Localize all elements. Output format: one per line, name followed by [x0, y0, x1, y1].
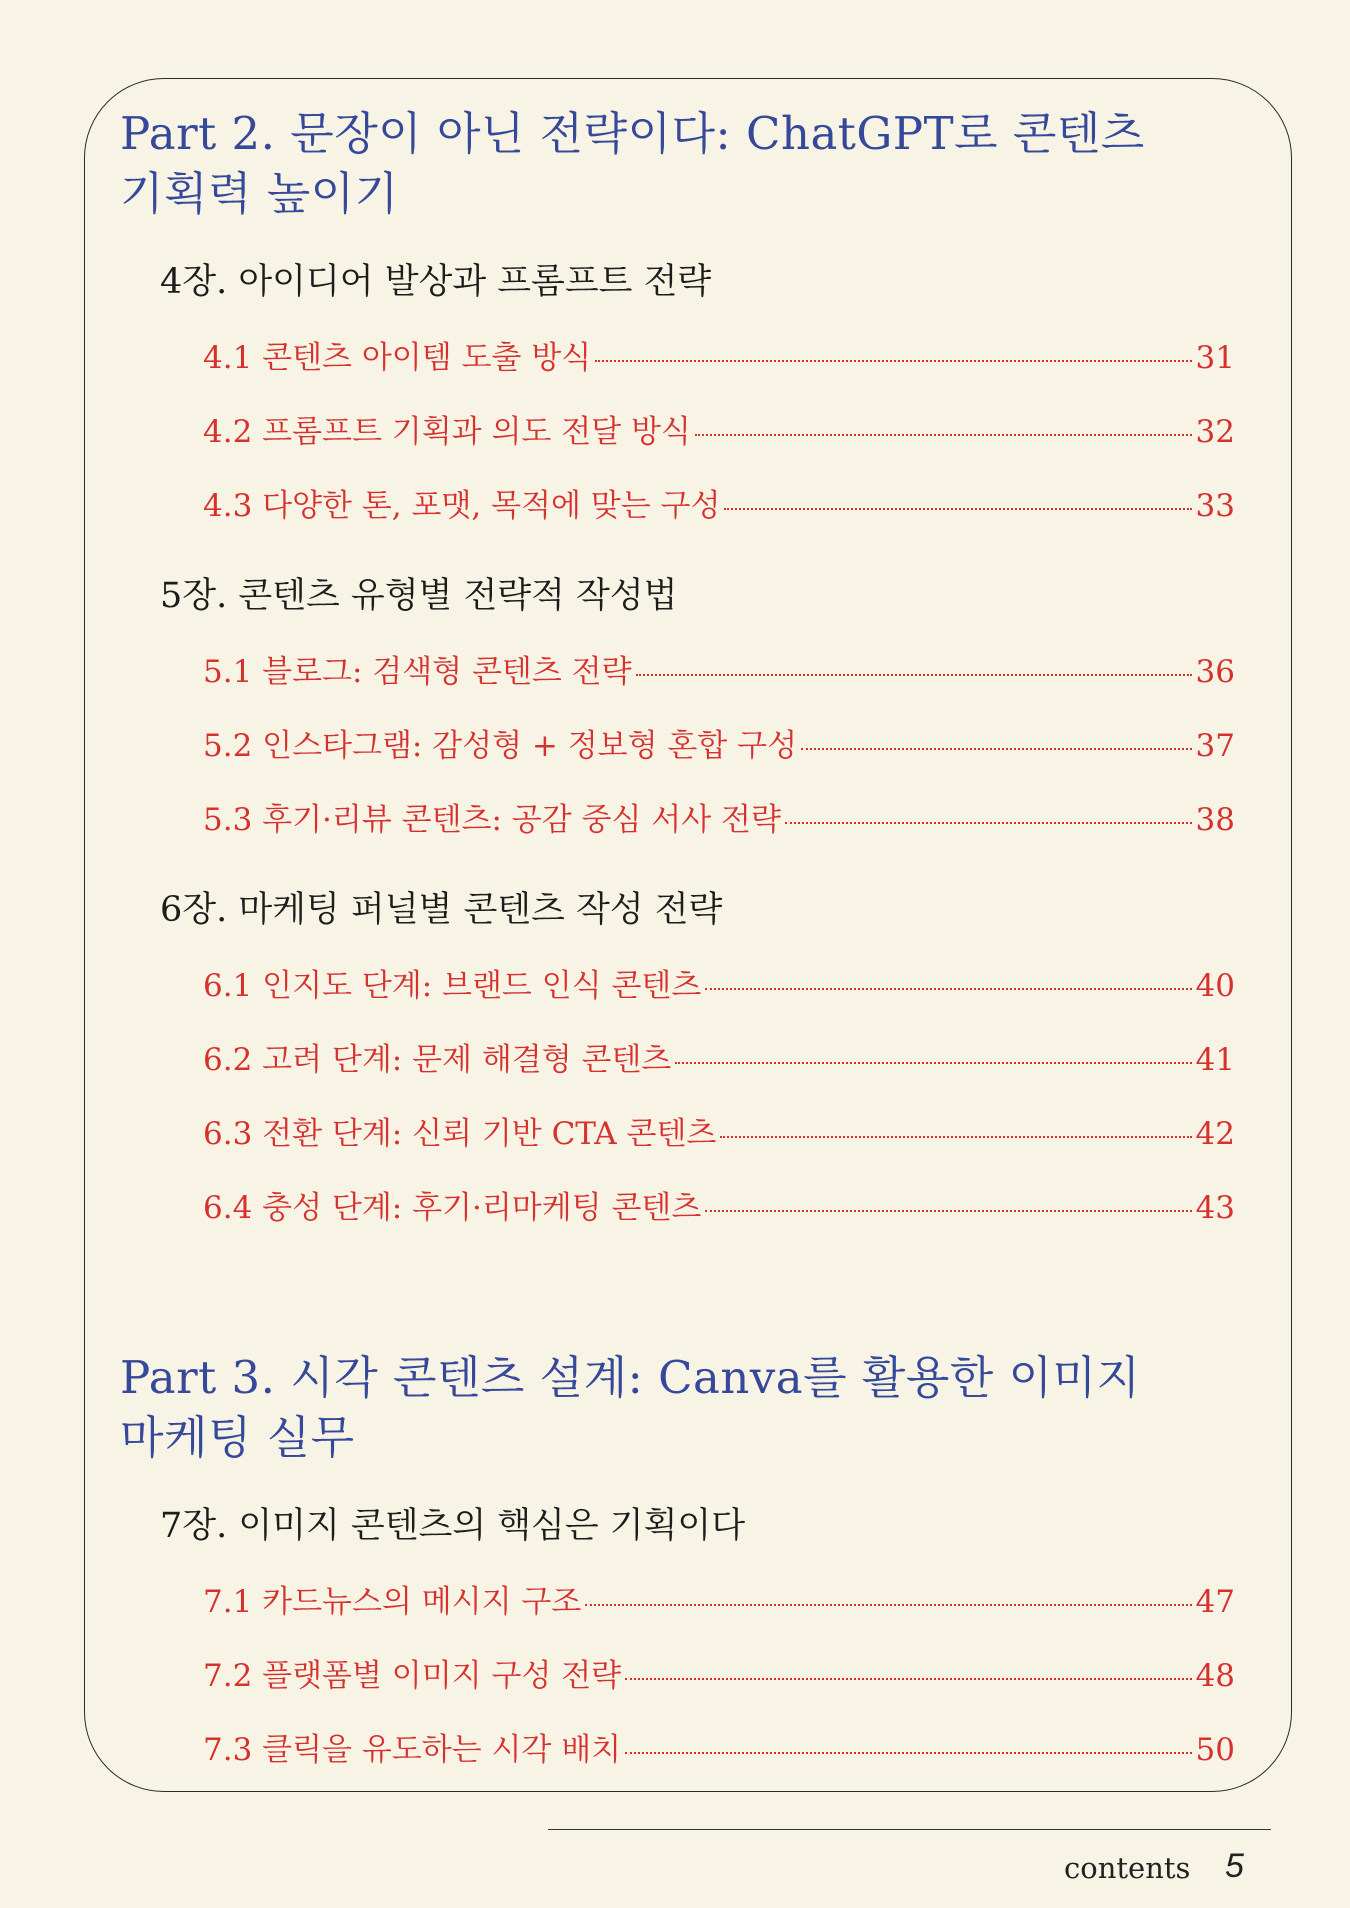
toc-entry-page: 42 — [1195, 1116, 1235, 1152]
part-3-title-line2: 마케팅 실무 — [120, 1411, 355, 1464]
chapter-5-title: 5장. 콘텐츠 유형별 전략적 작성법 — [160, 576, 678, 616]
toc-entry-page: 43 — [1195, 1190, 1235, 1226]
chapter-6-title: 6장. 마케팅 퍼널별 콘텐츠 작성 전략 — [160, 890, 723, 930]
part-2-title — [120, 104, 1180, 224]
toc-entry-label: 6.4 충성 단계: 후기·리마케팅 콘텐츠 — [203, 1190, 702, 1226]
dot-leader — [675, 1062, 1191, 1064]
toc-entry-label: 6.3 전환 단계: 신뢰 기반 CTA 콘텐츠 — [203, 1116, 717, 1152]
toc-entry-4-3[interactable] — [203, 486, 1235, 526]
footer-divider — [548, 1829, 1271, 1830]
part-3-title — [120, 1348, 1180, 1468]
dot-leader — [636, 674, 1192, 676]
toc-entry-page: 32 — [1195, 414, 1235, 450]
toc-entry-page: 40 — [1195, 968, 1235, 1004]
dot-leader — [724, 508, 1191, 510]
toc-entry-page: 33 — [1195, 488, 1235, 524]
toc-entry-7-2[interactable] — [203, 1656, 1235, 1696]
part-3-title-line1: Part 3. 시각 콘텐츠 설계: Canva를 활용한 이미지 — [120, 1351, 1141, 1404]
toc-entry-label: 7.1 카드뉴스의 메시지 구조 — [203, 1584, 582, 1620]
toc-entry-7-3[interactable] — [203, 1730, 1235, 1770]
dot-leader — [785, 822, 1192, 824]
dot-leader — [720, 1136, 1191, 1138]
part-2-title-line1: Part 2. 문장이 아닌 전략이다: ChatGPT로 콘텐츠 — [120, 107, 1145, 160]
toc-entry-5-2[interactable] — [203, 726, 1235, 766]
toc-entry-6-3[interactable] — [203, 1114, 1235, 1154]
page-number: 5 — [1225, 1847, 1244, 1885]
toc-entry-6-2[interactable] — [203, 1040, 1235, 1080]
dot-leader — [625, 1752, 1191, 1754]
toc-entry-page: 37 — [1195, 728, 1235, 764]
toc-entry-label: 7.2 플랫폼별 이미지 구성 전략 — [203, 1658, 622, 1694]
dot-leader — [625, 1678, 1191, 1680]
toc-entry-page: 38 — [1195, 802, 1235, 838]
chapter-7-title: 7장. 이미지 콘텐츠의 핵심은 기획이다 — [160, 1506, 746, 1546]
toc-entry-6-1[interactable] — [203, 966, 1235, 1006]
toc-entry-label: 4.2 프롬프트 기획과 의도 전달 방식 — [203, 414, 691, 450]
toc-entry-label: 4.3 다양한 톤, 포맷, 목적에 맞는 구성 — [203, 488, 721, 524]
chapter-4-title: 4장. 아이디어 발상과 프롬프트 전략 — [160, 262, 712, 302]
footer-label: contents — [1064, 1851, 1191, 1885]
dot-leader — [705, 988, 1191, 990]
toc-entry-label: 6.2 고려 단계: 문제 해결형 콘텐츠 — [203, 1042, 672, 1078]
toc-entry-page: 41 — [1195, 1042, 1235, 1078]
toc-entry-7-1[interactable] — [203, 1582, 1235, 1622]
toc-entry-label: 5.2 인스타그램: 감성형 + 정보형 혼합 구성 — [203, 728, 798, 764]
toc-entry-page: 36 — [1195, 654, 1235, 690]
dot-leader — [585, 1604, 1191, 1606]
toc-entry-page: 48 — [1195, 1658, 1235, 1694]
dot-leader — [695, 434, 1192, 436]
dot-leader — [705, 1210, 1191, 1212]
toc-entry-page: 50 — [1195, 1732, 1235, 1768]
toc-entry-label: 5.1 블로그: 검색형 콘텐츠 전략 — [203, 654, 632, 690]
toc-entry-page: 47 — [1195, 1584, 1235, 1620]
toc-entry-5-1[interactable] — [203, 652, 1235, 692]
toc-entry-label: 5.3 후기·리뷰 콘텐츠: 공감 중심 서사 전략 — [203, 802, 781, 838]
toc-entry-5-3[interactable] — [203, 800, 1235, 840]
toc-entry-4-2[interactable] — [203, 412, 1235, 452]
toc-entry-4-1[interactable] — [203, 338, 1235, 378]
toc-entry-6-4[interactable] — [203, 1188, 1235, 1228]
dot-leader — [595, 360, 1191, 362]
part-2-title-line2: 기획력 높이기 — [120, 167, 399, 220]
toc-entry-page: 31 — [1195, 340, 1235, 376]
toc-entry-label: 6.1 인지도 단계: 브랜드 인식 콘텐츠 — [203, 968, 702, 1004]
toc-entry-label: 4.1 콘텐츠 아이템 도출 방식 — [203, 340, 592, 376]
dot-leader — [801, 748, 1192, 750]
toc-entry-label: 7.3 클릭을 유도하는 시각 배치 — [203, 1732, 622, 1768]
